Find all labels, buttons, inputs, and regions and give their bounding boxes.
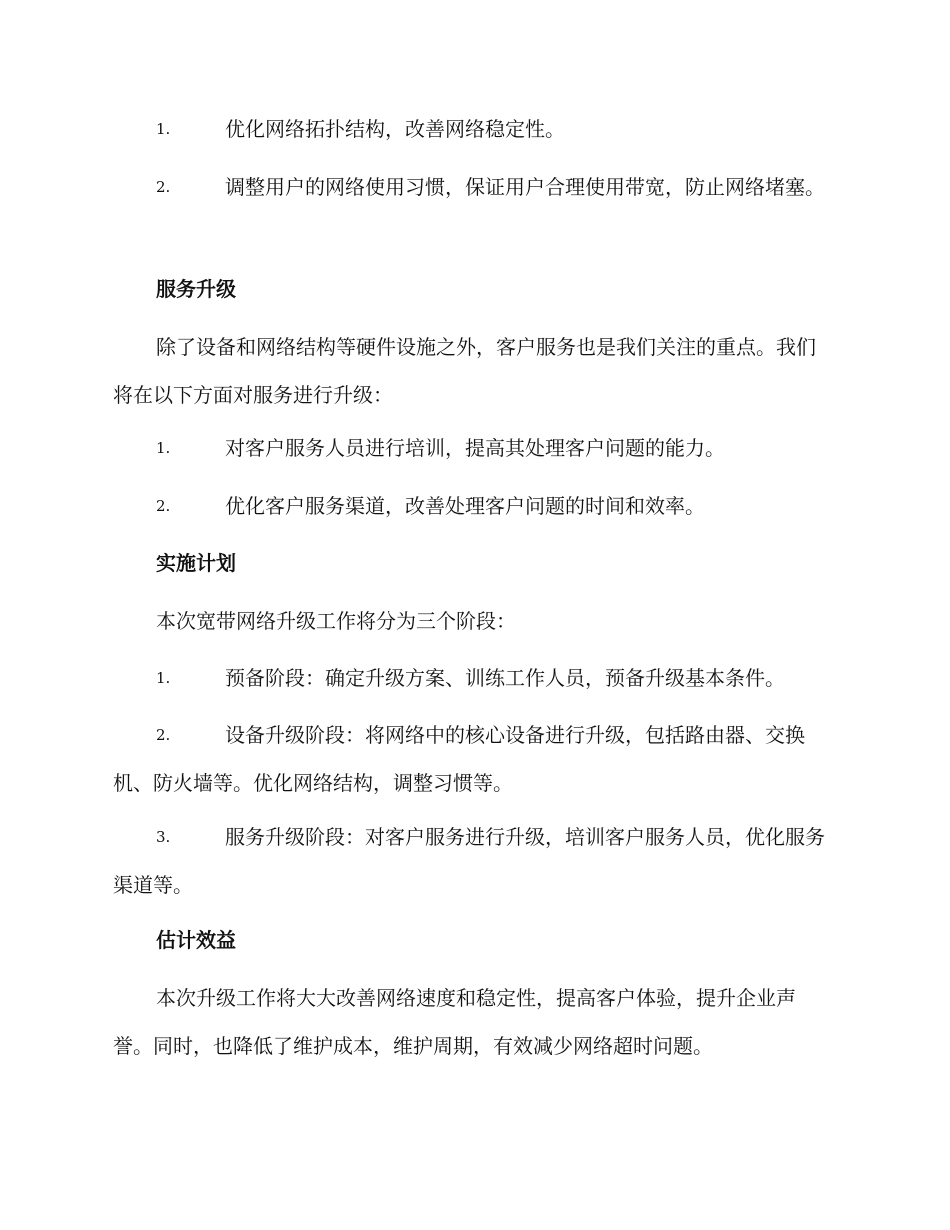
list-item bbox=[113, 482, 835, 530]
list-text: 设备升级阶段：将网络中的核心设备进行升级，包括路由器、交换机、防火墙等。优化网络结构，调整习惯等。 bbox=[113, 723, 805, 795]
list-item bbox=[113, 711, 835, 807]
list-item bbox=[113, 654, 835, 702]
plan-intro-paragraph: 本次宽带网络升级工作将分为三个阶段： bbox=[156, 609, 516, 633]
list-item bbox=[113, 163, 835, 211]
list-number: 2. bbox=[156, 497, 171, 515]
list-item bbox=[113, 105, 835, 153]
list-number: 2. bbox=[156, 726, 171, 744]
list-text: 优化网络拓扑结构，改善网络稳定性。 bbox=[225, 117, 565, 141]
list-item bbox=[113, 813, 835, 909]
section-heading-plan: 实施计划 bbox=[156, 551, 236, 575]
list-text: 调整用户的网络使用习惯，保证用户合理使用带宽，防止网络堵塞。 bbox=[225, 175, 825, 199]
benefit-paragraph: 本次升级工作将大大改善网络速度和稳定性，提高客户体验，提升企业声誉。同时，也降低了维护成本，维护周期，有效减少网络超时问题。 bbox=[113, 986, 796, 1058]
list-text: 预备阶段：确定升级方案、训练工作人员，预备升级基本条件。 bbox=[225, 666, 785, 690]
list-text: 优化客户服务渠道，改善处理客户问题的时间和效率。 bbox=[225, 494, 705, 518]
list-text: 服务升级阶段：对客户服务进行升级，培训客户服务人员，优化服务渠道等。 bbox=[113, 825, 825, 897]
list-item bbox=[113, 424, 835, 472]
section-heading-benefit: 估计效益 bbox=[156, 928, 236, 952]
list-number: 1. bbox=[156, 669, 171, 687]
list-number: 3. bbox=[156, 828, 171, 846]
list-number: 1. bbox=[156, 120, 171, 138]
section-heading-service: 服务升级 bbox=[156, 277, 236, 301]
service-intro-paragraph: 除了设备和网络结构等硬件设施之外，客户服务也是我们关注的重点。我们将在以下方面对服务进行升级： bbox=[113, 335, 816, 407]
list-number: 1. bbox=[156, 439, 171, 457]
list-number: 2. bbox=[156, 178, 171, 196]
list-text: 对客户服务人员进行培训，提高其处理客户问题的能力。 bbox=[225, 436, 725, 460]
